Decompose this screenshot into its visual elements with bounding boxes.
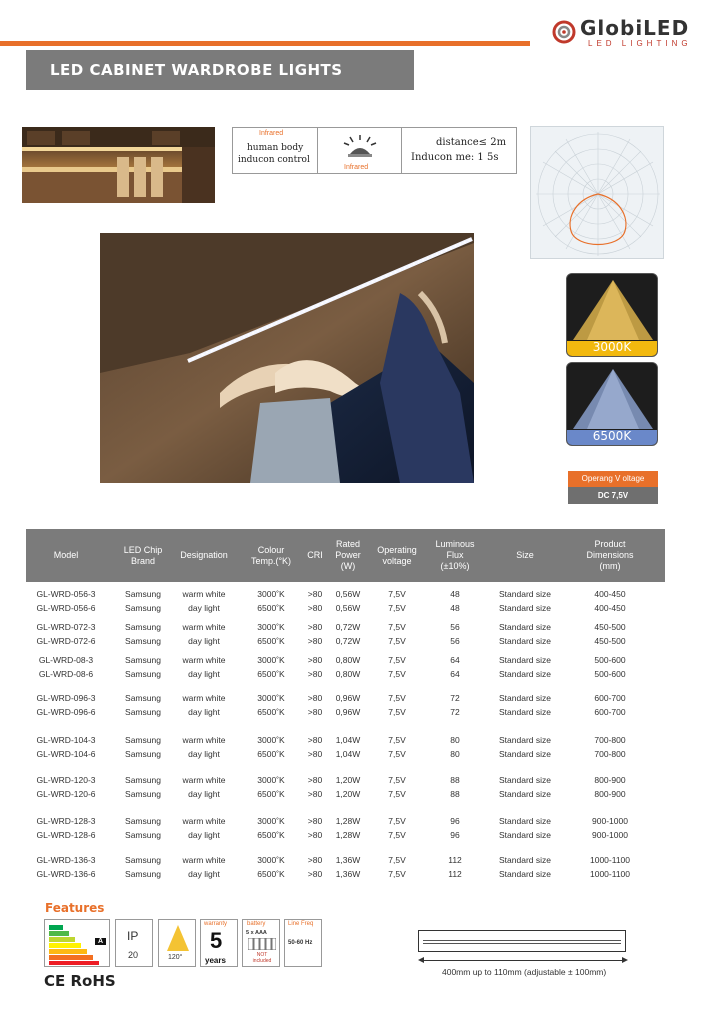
cell-rated-power: 1,20W (335, 775, 361, 785)
cell-designation: warm white (182, 589, 226, 599)
table-row (26, 588, 665, 601)
cell-rated-power: 1,28W (335, 830, 361, 840)
cell-colour-temp: 6500˚K (257, 707, 285, 717)
cell-operating-voltage: 7,5V (388, 707, 406, 717)
cell-size: Standard size (499, 669, 551, 679)
cell-product-dimensions: 900-1000 (592, 830, 628, 840)
cell-luminous-flux: 112 (448, 855, 462, 865)
cell-model: GL-WRD-104-3 (36, 735, 96, 745)
table-row (26, 854, 665, 867)
header-product-dimensions: Product Dimensions (mm) (586, 539, 634, 571)
sensor-specs-cell (402, 128, 516, 173)
cell-operating-voltage: 7,5V (388, 655, 406, 665)
cell-luminous-flux: 80 (450, 735, 460, 745)
cell-chip-brand: Samsung (125, 636, 161, 646)
cell-designation: day light (188, 869, 220, 879)
cell-cri: >80 (307, 655, 323, 665)
cell-product-dimensions: 400-450 (594, 603, 626, 613)
cell-cri: >80 (307, 622, 323, 632)
sensor-description-cell (233, 128, 318, 173)
cell-model: GL-WRD-128-3 (36, 816, 96, 826)
cell-designation: day light (188, 830, 220, 840)
cell-model: GL-WRD-096-3 (36, 693, 96, 703)
cell-rated-power: 0,80W (335, 669, 361, 679)
spec-table-header (26, 529, 665, 582)
cell-designation: day light (188, 603, 220, 613)
kitchen-photo (22, 127, 215, 203)
energy-bar (49, 937, 75, 942)
cell-model: GL-WRD-136-6 (36, 869, 96, 879)
dimension-text: 400mm up to 110mm (adjustable ± 100mm) (442, 967, 607, 977)
beam-angle-box (158, 919, 196, 967)
cell-rated-power: 1,04W (335, 735, 361, 745)
energy-bar (49, 955, 93, 960)
cell-product-dimensions: 900-1000 (592, 816, 628, 826)
table-row (26, 829, 665, 842)
energy-bar (49, 925, 63, 930)
cell-size: Standard size (499, 707, 551, 717)
cell-size: Standard size (499, 789, 551, 799)
infrared-top-label: Infrared (259, 130, 284, 137)
cell-chip-brand: Samsung (125, 669, 161, 679)
cell-cri: >80 (307, 589, 323, 599)
header-model: Model (53, 550, 79, 560)
table-row (26, 621, 665, 634)
table-row (26, 868, 665, 881)
table-row (26, 635, 665, 648)
cell-operating-voltage: 7,5V (388, 749, 406, 759)
line-frequency-box (284, 919, 322, 967)
cell-product-dimensions: 1000-1100 (589, 869, 631, 879)
cell-product-dimensions: 700-800 (594, 749, 626, 759)
cell-model: GL-WRD-128-6 (36, 830, 96, 840)
warranty-box (200, 919, 238, 967)
battery-label: battery (247, 921, 266, 927)
cell-luminous-flux: 64 (450, 669, 460, 679)
cell-rated-power: 1,20W (335, 789, 361, 799)
cell-product-dimensions: 800-900 (594, 789, 626, 799)
cell-luminous-flux: 56 (450, 622, 460, 632)
sensor-line2: inducon control (238, 155, 310, 165)
warranty-value: 5 (210, 928, 223, 953)
cell-designation: day light (188, 669, 220, 679)
cell-chip-brand: Samsung (125, 830, 161, 840)
header-operating-voltage: Operating voltage (377, 544, 417, 566)
cell-colour-temp: 3000˚K (257, 693, 285, 703)
cell-model: GL-WRD-072-3 (36, 622, 96, 632)
cell-size: Standard size (499, 735, 551, 745)
energy-class-badge: A (95, 938, 106, 945)
cell-size: Standard size (499, 749, 551, 759)
cell-size: Standard size (499, 869, 551, 879)
cell-operating-voltage: 7,5V (388, 693, 406, 703)
cell-operating-voltage: 7,5V (388, 789, 406, 799)
cell-product-dimensions: 450-500 (594, 636, 626, 646)
operating-voltage-value: DC 7,5V (568, 487, 658, 504)
cell-chip-brand: Samsung (125, 603, 161, 613)
kitchen-photo-illustration (22, 127, 215, 203)
cell-rated-power: 0,96W (335, 693, 361, 703)
cell-product-dimensions: 700-800 (594, 735, 626, 745)
line-freq-label: Line Freq (288, 921, 314, 927)
cell-size: Standard size (499, 603, 551, 613)
light-bar-diagram (418, 930, 626, 952)
table-row (26, 748, 665, 761)
cell-model: GL-WRD-056-3 (36, 589, 96, 599)
cell-model: GL-WRD-096-6 (36, 707, 96, 717)
cell-chip-brand: Samsung (125, 869, 161, 879)
cell-product-dimensions: 450-500 (594, 622, 626, 632)
polar-diagram-graphic (531, 127, 665, 260)
cell-model: GL-WRD-056-6 (36, 603, 96, 613)
header-size: Size (516, 550, 534, 560)
cell-size: Standard size (499, 636, 551, 646)
cell-designation: warm white (182, 655, 226, 665)
cell-chip-brand: Samsung (125, 749, 161, 759)
header-colour-temp: Colour Temp.(°K) (250, 544, 292, 566)
cell-luminous-flux: 72 (450, 693, 460, 703)
cell-luminous-flux: 48 (450, 589, 460, 599)
cell-designation: warm white (182, 693, 226, 703)
cell-luminous-flux: 112 (448, 869, 462, 879)
cell-size: Standard size (499, 816, 551, 826)
cell-operating-voltage: 7,5V (388, 669, 406, 679)
cell-operating-voltage: 7,5V (388, 869, 406, 879)
cell-rated-power: 1,36W (335, 855, 361, 865)
cell-luminous-flux: 96 (450, 816, 460, 826)
header-cri: CRI (307, 550, 323, 560)
cell-operating-voltage: 7,5V (388, 816, 406, 826)
header-designation: Designation (180, 550, 228, 560)
cell-colour-temp: 6500˚K (257, 603, 285, 613)
cell-designation: day light (188, 636, 220, 646)
cell-rated-power: 0,80W (335, 655, 361, 665)
cell-colour-temp: 3000˚K (257, 855, 285, 865)
cell-model: GL-WRD-08-6 (38, 669, 94, 679)
cell-model: GL-WRD-120-3 (36, 775, 96, 785)
cell-designation: warm white (182, 855, 226, 865)
cell-size: Standard size (499, 855, 551, 865)
cell-chip-brand: Samsung (125, 655, 161, 665)
cell-designation: day light (188, 707, 220, 717)
cell-rated-power: 0,56W (335, 603, 361, 613)
cell-luminous-flux: 88 (450, 789, 460, 799)
cell-cri: >80 (307, 869, 323, 879)
certifications: CE RoHS (44, 972, 116, 990)
cell-rated-power: 0,96W (335, 707, 361, 717)
sensor-icon-cell (318, 128, 402, 173)
cell-rated-power: 1,36W (335, 869, 361, 879)
cell-operating-voltage: 7,5V (388, 735, 406, 745)
cell-colour-temp: 3000˚K (257, 775, 285, 785)
cell-product-dimensions: 500-600 (594, 655, 626, 665)
cell-rated-power: 0,56W (335, 589, 361, 599)
warranty-unit: years (205, 956, 226, 965)
energy-bar (49, 931, 69, 936)
energy-label-box (44, 919, 110, 967)
cell-chip-brand: Samsung (125, 816, 161, 826)
cell-chip-brand: Samsung (125, 855, 161, 865)
sensor-line1: human body (247, 143, 304, 153)
wardrobe-photo-illustration (100, 233, 474, 483)
table-row (26, 692, 665, 705)
cell-chip-brand: Samsung (125, 589, 161, 599)
brand-logo (552, 16, 702, 50)
table-row (26, 706, 665, 719)
operating-voltage-label: Operang V oltage (568, 471, 658, 487)
beam-angle-icon (163, 923, 193, 953)
cell-cri: >80 (307, 693, 323, 703)
dimension-arrow (420, 960, 626, 961)
cell-model: GL-WRD-136-3 (36, 855, 96, 865)
header-accent-line (0, 41, 530, 46)
cell-cri: >80 (307, 636, 323, 646)
cell-size: Standard size (499, 622, 551, 632)
table-row (26, 815, 665, 828)
brand-tagline: LED LIGHTING (588, 39, 692, 48)
cell-size: Standard size (499, 693, 551, 703)
line-freq-value: 50-60 Hz (288, 940, 313, 946)
cell-operating-voltage: 7,5V (388, 830, 406, 840)
ip-value: 20 (128, 950, 139, 960)
cell-designation: day light (188, 749, 220, 759)
warranty-label: warranty (204, 921, 228, 927)
cell-size: Standard size (499, 775, 551, 785)
battery-value: 5 x AAA (246, 930, 267, 936)
cell-cri: >80 (307, 775, 323, 785)
cell-colour-temp: 6500˚K (257, 749, 285, 759)
cell-colour-temp: 6500˚K (257, 789, 285, 799)
motion-sensor-icon (342, 134, 378, 160)
beam-angle-value: 120° (168, 954, 183, 961)
cell-cri: >80 (307, 816, 323, 826)
table-row (26, 774, 665, 787)
cell-designation: warm white (182, 775, 226, 785)
battery-box (242, 919, 280, 967)
cell-size: Standard size (499, 589, 551, 599)
battery-note: NOT included (252, 952, 272, 964)
cell-size: Standard size (499, 830, 551, 840)
brand-name: GlobiLED (580, 16, 690, 40)
cell-operating-voltage: 7,5V (388, 622, 406, 632)
cell-cri: >80 (307, 749, 323, 759)
cell-cri: >80 (307, 735, 323, 745)
infrared-bottom-label: Infrared (344, 164, 369, 171)
cell-chip-brand: Samsung (125, 735, 161, 745)
battery-icon (248, 938, 276, 950)
cell-luminous-flux: 56 (450, 636, 460, 646)
cell-product-dimensions: 800-900 (594, 775, 626, 785)
cell-rated-power: 0,72W (335, 636, 361, 646)
cell-model: GL-WRD-08-3 (38, 655, 94, 665)
cell-product-dimensions: 1000-1100 (589, 855, 631, 865)
cell-designation: warm white (182, 735, 226, 745)
page-title: LED CABINET WARDROBE LIGHTS (50, 61, 343, 79)
cell-operating-voltage: 7,5V (388, 636, 406, 646)
cell-model: GL-WRD-120-6 (36, 789, 96, 799)
header-rated-power: Rated Power (W) (335, 539, 361, 571)
cell-size: Standard size (499, 655, 551, 665)
cell-colour-temp: 6500˚K (257, 830, 285, 840)
cell-colour-temp: 3000˚K (257, 816, 285, 826)
table-row (26, 602, 665, 615)
cell-product-dimensions: 400-450 (594, 589, 626, 599)
sensor-distance: distance≤ 2m (436, 137, 507, 148)
energy-bar (49, 961, 99, 965)
cell-luminous-flux: 88 (450, 775, 460, 785)
logo-swirl-icon (552, 20, 576, 44)
swatch-6500k-label: 6500K (592, 429, 632, 443)
cell-colour-temp: 3000˚K (257, 655, 285, 665)
cell-chip-brand: Samsung (125, 622, 161, 632)
energy-bar (49, 949, 87, 954)
cell-luminous-flux: 48 (450, 603, 460, 613)
table-row (26, 654, 665, 667)
wardrobe-photo (100, 233, 474, 483)
swatch-3000k (566, 273, 658, 357)
cell-rated-power: 1,04W (335, 749, 361, 759)
cell-designation: warm white (182, 816, 226, 826)
cell-product-dimensions: 600-700 (594, 707, 626, 717)
cell-cri: >80 (307, 830, 323, 840)
cell-model: GL-WRD-104-6 (36, 749, 96, 759)
features-title: Features (45, 901, 105, 915)
page-title-band (26, 50, 414, 90)
cell-operating-voltage: 7,5V (388, 855, 406, 865)
cell-rated-power: 1,28W (335, 816, 361, 826)
cell-colour-temp: 6500˚K (257, 669, 285, 679)
cell-luminous-flux: 80 (450, 749, 460, 759)
light-bar-inner (423, 940, 621, 944)
cell-designation: day light (188, 789, 220, 799)
cell-cri: >80 (307, 707, 323, 717)
cell-product-dimensions: 500-600 (594, 669, 626, 679)
beam-polar-diagram (530, 126, 664, 259)
cell-luminous-flux: 64 (450, 655, 460, 665)
cell-cri: >80 (307, 669, 323, 679)
table-row (26, 668, 665, 681)
swatch-6500k (566, 362, 658, 446)
energy-bar (49, 943, 81, 948)
cell-product-dimensions: 600-700 (594, 693, 626, 703)
table-row (26, 788, 665, 801)
cell-operating-voltage: 7,5V (388, 603, 406, 613)
ip-rating-box (115, 919, 153, 967)
cell-operating-voltage: 7,5V (388, 775, 406, 785)
swatch-3000k-label: 3000K (592, 340, 632, 354)
cell-cri: >80 (307, 789, 323, 799)
sensor-inducon-time: Inducon me: 1 5s (411, 152, 499, 163)
cell-colour-temp: 6500˚K (257, 636, 285, 646)
cell-chip-brand: Samsung (125, 693, 161, 703)
cell-operating-voltage: 7,5V (388, 589, 406, 599)
cell-rated-power: 0,72W (335, 622, 361, 632)
cell-cri: >80 (307, 855, 323, 865)
cell-chip-brand: Samsung (125, 775, 161, 785)
cell-colour-temp: 3000˚K (257, 622, 285, 632)
cell-chip-brand: Samsung (125, 789, 161, 799)
cell-cri: >80 (307, 603, 323, 613)
ip-label: IP (127, 929, 139, 943)
header-luminous-flux: Luminous Flux (±10%) (435, 539, 475, 571)
sensor-info-box (232, 127, 517, 174)
cell-designation: warm white (182, 622, 226, 632)
table-row (26, 734, 665, 747)
cell-chip-brand: Samsung (125, 707, 161, 717)
cell-colour-temp: 3000˚K (257, 735, 285, 745)
cell-luminous-flux: 96 (450, 830, 460, 840)
cell-luminous-flux: 72 (450, 707, 460, 717)
cell-colour-temp: 6500˚K (257, 869, 285, 879)
header-chip-brand: LED Chip Brand (123, 544, 163, 566)
cell-model: GL-WRD-072-6 (36, 636, 96, 646)
cell-colour-temp: 3000˚K (257, 589, 285, 599)
